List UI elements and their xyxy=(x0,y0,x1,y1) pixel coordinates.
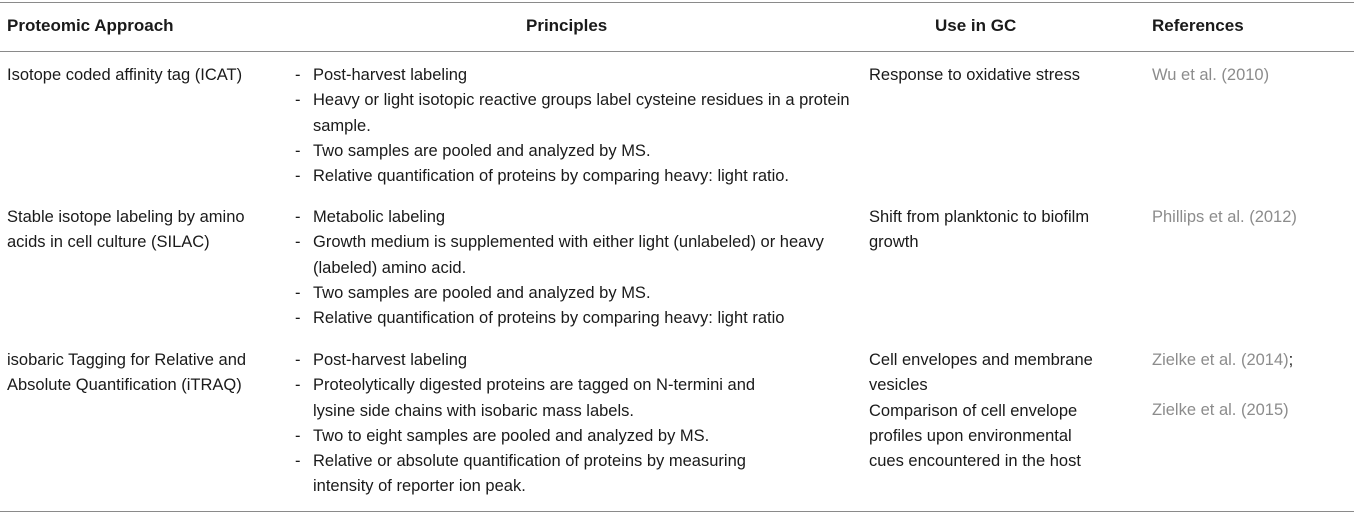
approach-line: Absolute Quantification (iTRAQ) xyxy=(7,376,242,395)
top-rule xyxy=(0,2,1354,3)
header-rule xyxy=(0,51,1354,52)
principle-item: - Post-harvest labeling xyxy=(295,348,785,373)
approach-line: acids in cell culture (SILAC) xyxy=(7,233,210,252)
reference-link[interactable]: Phillips et al. (2012) xyxy=(1152,208,1297,226)
principle-item: - Growth medium is supplemented with either light (unlabeled) or heavy (labeled) amino acid. xyxy=(295,230,835,281)
approach-line: Stable isotope labeling by amino xyxy=(7,208,245,226)
header-principles: Principles xyxy=(526,16,608,35)
row-itraq-principles xyxy=(295,348,785,500)
row-icat-principles xyxy=(295,63,855,189)
use-line: profiles upon environmental xyxy=(869,426,1072,445)
principle-item: - Heavy or light isotopic reactive groups label cysteine residues in a protein sample. xyxy=(295,88,855,139)
header-references: References xyxy=(1152,16,1244,35)
principle-item: - Two to eight samples are pooled and analyzed by MS. xyxy=(295,424,785,449)
principle-item: - Relative or absolute quantification of proteins by measuring intensity of reporter ion peak. xyxy=(295,449,785,500)
use-line: Comparison of cell envelope xyxy=(869,401,1078,420)
use-line: Response to oxidative stress xyxy=(869,66,1080,84)
use-line: cues encountered in the host xyxy=(869,452,1081,471)
row-itraq-use xyxy=(869,348,1093,474)
principle-item: - Post-harvest labeling xyxy=(295,63,855,88)
reference-link[interactable]: Zielke et al. (2015) xyxy=(1152,401,1289,420)
use-line: growth xyxy=(869,233,919,252)
header-use-in-gc: Use in GC xyxy=(935,16,1017,35)
principle-item: - Metabolic labeling xyxy=(295,205,835,230)
use-line: Shift from planktonic to biofilm xyxy=(869,208,1090,226)
row-itraq-references xyxy=(1152,348,1293,424)
use-line: vesicles xyxy=(869,376,928,395)
principle-item: - Proteolytically digested proteins are tagged on N-termini and lysine side chains with isobaric mass labels. xyxy=(295,373,785,424)
reference-link[interactable]: Wu et al. (2010) xyxy=(1152,66,1270,84)
row-silac-principles xyxy=(295,205,835,331)
reference-separator: ; xyxy=(1288,351,1294,369)
row-icat-approach xyxy=(7,63,242,88)
row-silac-references xyxy=(1152,205,1297,230)
principle-item: - Relative quantification of proteins by comparing heavy: light ratio. xyxy=(295,164,855,189)
approach-line: Isotope coded affinity tag (ICAT) xyxy=(7,66,243,84)
principle-item: - Two samples are pooled and analyzed by MS. xyxy=(295,281,835,306)
principle-item: - Two samples are pooled and analyzed by MS. xyxy=(295,139,855,164)
row-itraq-approach xyxy=(7,348,246,399)
row-silac-use xyxy=(869,205,1089,256)
use-line: Cell envelopes and membrane xyxy=(869,351,1093,369)
bottom-rule xyxy=(0,511,1354,512)
row-icat-use xyxy=(869,63,1080,88)
row-silac-approach xyxy=(7,205,245,256)
reference-link[interactable]: Zielke et al. (2014) xyxy=(1152,351,1289,369)
principle-item: - Relative quantification of proteins by comparing heavy: light ratio xyxy=(295,306,835,331)
approach-line: isobaric Tagging for Relative and xyxy=(7,351,247,369)
row-icat-references xyxy=(1152,63,1269,88)
header-proteomic-approach: Proteomic Approach xyxy=(7,16,174,35)
reference-entry xyxy=(1152,348,1293,373)
